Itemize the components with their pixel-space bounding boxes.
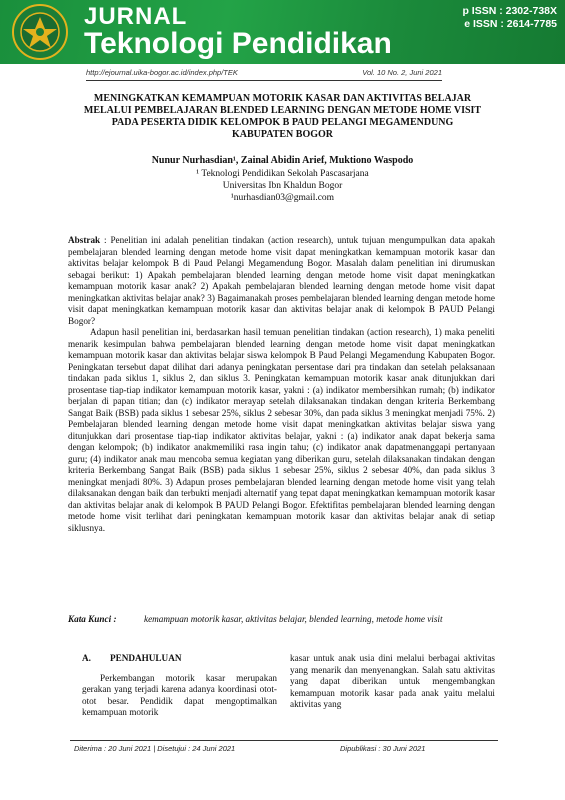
issn-block (462, 5, 557, 31)
intro-paragraph-right: kasar untuk anak usia dini melalui berbagai aktivitas yang menarik dan menyenangkan. Salah satu aktivitas yang dapat diberikan untuk mengembangkan kemampuan motorik kasar pada anak yaitu melalui aktivitas yang (290, 653, 495, 709)
article-authors: Nunur Nurhasdian¹, Zainal Abidin Arief, Muktiono Waspodo (151, 155, 414, 166)
abstract-block (68, 235, 495, 534)
body-column-right (290, 653, 495, 711)
section-title: PENDAHULUAN (110, 653, 182, 663)
submission-dates: Diterima : 20 Juni 2021 | Disetujui : 24 Juni 2021 (74, 744, 236, 753)
university-logo-icon (9, 3, 71, 61)
article-title: MENINGKATKAN KEMAMPUAN MOTORIK KASAR DAN AKTIVITAS BELAJAR MELALUI PEMBELAJARAN BLENDED LEARNING DENGAN METODE HOME VISIT PADA PESERTA DIDIK KELOMPOK B PAUD PELANGI MEGAMENDUNG KABUPATEN BOGOR (83, 93, 482, 140)
abstract-label: Abstrak (68, 235, 101, 245)
author-affiliation (60, 168, 505, 204)
p-issn: p ISSN : 2302-738X (462, 5, 557, 17)
page-footer (70, 740, 498, 755)
author-email: ¹nurhasdian03@gmail.com (230, 193, 335, 203)
journal-label: JURNAL (84, 3, 188, 30)
journal-name: Teknologi Pendidikan (84, 27, 392, 60)
intro-paragraph-left: Perkembangan motorik kasar merupakan gerakan yang terjadi karena adanya koordinasi otot-otot besar. Pendidik dapat mengoptimalkan kemampuan motorik (82, 672, 277, 717)
affiliation-line-2: Universitas Ibn Khaldun Bogor (222, 181, 343, 191)
publication-date: Dipublikasi : 30 Juni 2021 (340, 744, 426, 753)
keywords-value: kemampuan motorik kasar, aktivitas belajar, blended learning, metode home visit (144, 614, 443, 624)
section-heading (82, 653, 277, 665)
affiliation-line-1: ¹ Teknologi Pendidikan Sekolah Pascasarjana (196, 169, 369, 179)
journal-url-link[interactable]: http://ejournal.uika-bogor.ac.id/index.php/TEK (86, 68, 238, 77)
section-number: A. (82, 653, 91, 663)
keywords-label: Kata Kunci : (68, 614, 117, 624)
abstract-text-1: : Penelitian ini adalah penelitian tindakan (action research), untuk tujuan mengumpulkan data apakah pembelajaran blended learning dengan metode home visit dapat meningkatkan kemampuan motorik kasar dan aktivitas belajar kelompok B di Paud Pelangi Megamendung Bogor. Masalah dalam penelitian ini dirumuskan sebagai berikut: 1) Apakah pembelajaran blended learning dengan metode home visit dapat meningkatkan kemampuan motorik kasar anak? 2) Apakah pembelajaran blended learning dengan metode home visit dapat meningkatkan aktivitas belajar anak? 3) Bagaimanakah proses pembelajaran blended learning dengan metode home visit dapat meningkatkan kemampuan motorik kasar dan aktivitas belajar anak di kelompok B PAUD Pelangi Bogor? (68, 235, 495, 326)
abstract-paragraph-1 (68, 235, 495, 327)
volume-info: Vol. 10 No. 2, Juni 2021 (362, 68, 442, 77)
abstract-paragraph-2: Adapun hasil penelitian ini, berdasarkan hasil temuan penelitian tindakan (action research), 1) maka peneliti menarik kesimpulan bahwa pembelajaran blended learning dengan metode home visit dapat meningkatkan kemampuan motorik kasar dan aktivitas belajar siswa kelompok B Paud Pelangi Megamendung Kabupaten Bogor. Peningkatan tersebut dapat dilihat dari adanya peningkatan persentase dari pra tindakan dan setelah pelaksanaan tindakan pada siklus 1, siklus 2, dan siklus 3. Peningkatan kemampuan motorik kasar anak ditunjukkan dari prosentase tiap-tiap indikator kemampuan motorik kasar, yakni : (a) indikator membersihkan rumah; (b) indikator berjalan di papan titian; dan (c) indikator merayap setelah dilaksanakan tindakan dengan kriteria Berkembang Sangat Baik (BSB) pada siklus 1 sebesar 25%, siklus 2 sebesar 30%, dan pada siklus 3 meningkat menjadi 75%. 2) Pembelajaran blended learning dengan metode home visit dapat meningkatkan aktivitas belajar siswa yang ditunjukkan dari prosentase tiap-tiap indikator aktivitas belajar, yakni : (a) indikator anak dapat bekerja sama dengan kelompok; (b) indikator anakmemiliki rasa ingin tahu; (c) indikator anak dapatmenanggapi pertanyaan guru; (4) indikator anak mau mencoba semua kegiatan yang diberikan guru, setelah dilaksanakan tindakan dengan kriteria Berkembang Sangat Baik (BSB) pada siklus 1 sebesar 25%, siklus 2 sebesar 40%, dan pada siklus 3 meningkat menjadi 80%. 3) Adapun proses pembelajaran blended learning dengan metode home visit yang telah dilaksanakan dengan baik dan terbukti menjadi alternatif yang tepat dapat meningkatkan kemampuan motorik kasar dan aktivitas belajar anak di kelompok B PAUD Pelangi Bogor. Efektifitas pembelajaran blended learning dengan metode home visit terlihat dari peningkatan kemampuan motorik kasar dan aktivitas belajar anak di setiap siklusnya. (68, 327, 495, 533)
body-column-left (82, 653, 277, 719)
journal-banner (0, 0, 565, 64)
running-header (86, 68, 442, 81)
e-issn: e ISSN : 2614-7785 (464, 18, 557, 30)
